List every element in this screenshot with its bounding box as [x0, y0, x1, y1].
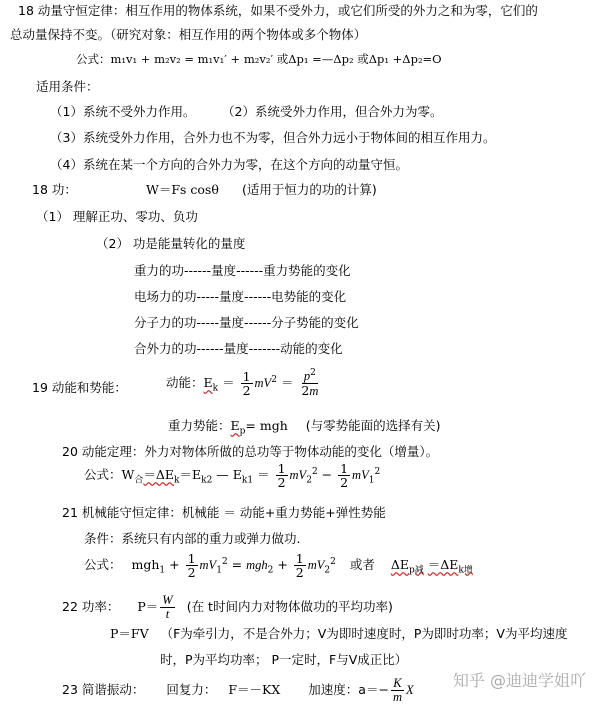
s19-head: 19 动能和势能：: [32, 380, 127, 395]
s18a-title: 18 动量守恒定律：相互作用的物体系统，如果不受外力，或它们所受的外力之和为零，它们的: [18, 3, 538, 18]
s22-pfv: P＝FV （F为牵引力，不是合外力；V为即时速度时，P为即时功率；V为平均速度: [110, 626, 568, 641]
s18a-cond4: （4）系统在某一个方向的合外力为零，在这个方向的动量守恒。: [50, 157, 408, 172]
s18b-item1: （1） 理解正功、零功、负功: [36, 209, 198, 224]
s21-head: 21 机械能守恒定律：机械能 ＝ 动能+重力势能+弹性势能: [62, 505, 386, 520]
s19-ke-symbol: $E_k$: [203, 375, 219, 394]
s18a-cond3: （3）系统受外力作用，合外力也不为零，但合外力远小于物体间的相互作用力。: [50, 130, 496, 145]
s19-pe-symbol: $E_p$: [230, 418, 246, 437]
s21-cond: 条件：系统只有内部的重力或弹力做功.: [84, 531, 301, 546]
s22-line: 22 功率： P＝ $\frac{W}{t}$ (在 t时间内力对物体做功的平均功率): [62, 593, 393, 622]
fraction-half: $\frac{1}{2}$: [242, 369, 251, 399]
s18a-cond1: （1）系统不受外力作用。: [50, 104, 196, 119]
s18b-rel3: 分子力的功-----量度------分子势能的变化: [134, 315, 359, 330]
s19-pe-label: 重力势能：: [168, 418, 231, 433]
s18b-rel4: 合外力的功------量度-------动能的变化: [134, 341, 343, 356]
s19-pe-formula: 重力势能：$E_p=$ mgh (与零势能面的选择有关): [168, 418, 441, 437]
s18b-formula: W＝Fs cosθ: [146, 182, 219, 197]
s18a-formula: 公式：m₁v₁ + m₂v₂ = m₁v₁′ + m₂v₂′ 或Δp₁ =—Δp₂ 或Δp₁ +Δp₂=O: [76, 52, 442, 66]
s19-pe-note: (与零势能面的选择有关): [305, 418, 441, 433]
s20-formula: 公式：$W_合=\Delta E_k=E_{k2}$ — $E_{k1}$ ＝ $\frac{1}{2}$ $mV_2^2$ − $\frac{1}{2}$ $mV_1^2$: [84, 461, 381, 491]
s23-line: 23 简谐振动： 回复力： F＝－KX 加速度：a＝− $\frac{K}{m}$ X: [62, 676, 414, 705]
s18a-title-cont: 总动量保持不变。（研究对象：相互作用的两个物体或多个物体）: [10, 27, 367, 42]
fraction-p2-2m: $\frac{p^2}{2m}$: [301, 367, 319, 399]
s18b-head: 18 功：: [32, 182, 77, 197]
s18b-rel1: 重力的功------量度------重力势能的变化: [134, 263, 351, 278]
s19-ke-formula: 动能：$E_k$ ＝ $\frac{1}{2}$ $mV^2$ ＝ $\frac{p^2}{2m}$: [166, 367, 319, 399]
s18a-cond-title: 适用条件：: [36, 79, 99, 94]
s22-pfv-note2: 时，P为平均功率； P一定时，F与V成正比）: [160, 652, 408, 667]
s19-ke-label: 动能：: [166, 375, 204, 391]
s22-pfv-note: （F为牵引力，不是合外力；V为即时速度时，P为即时功率；V为平均速度: [160, 626, 568, 641]
s22-note: (在 t时间内力对物体做功的平均功率): [186, 599, 393, 615]
s18b-note: (适用于恒力的功的计算): [242, 182, 377, 197]
s21-or: 或者: [349, 557, 375, 573]
s20-head: 20 动能定理：外力对物体所做的总功等于物体动能的变化（增量）。: [62, 444, 439, 459]
zhihu-watermark: 知乎 @迪迪学姐吖: [452, 671, 586, 690]
s21-formula: 公式： mgh$_1$ + $\frac{1}{2}$ $mV_1^2 = mgh_2$ + $\frac{1}{2}$ $mV_2^2$ 或者 $\Delta E_{p减} =\Delta E_{k增}$: [84, 551, 473, 581]
s18b-rel2: 电场力的功-----量度------电势能的变化: [134, 289, 347, 304]
s18a-cond2: （2）系统受外力作用，但合外力为零。: [222, 104, 443, 119]
s18b-item2: （2） 功是能量转化的量度: [96, 236, 246, 251]
